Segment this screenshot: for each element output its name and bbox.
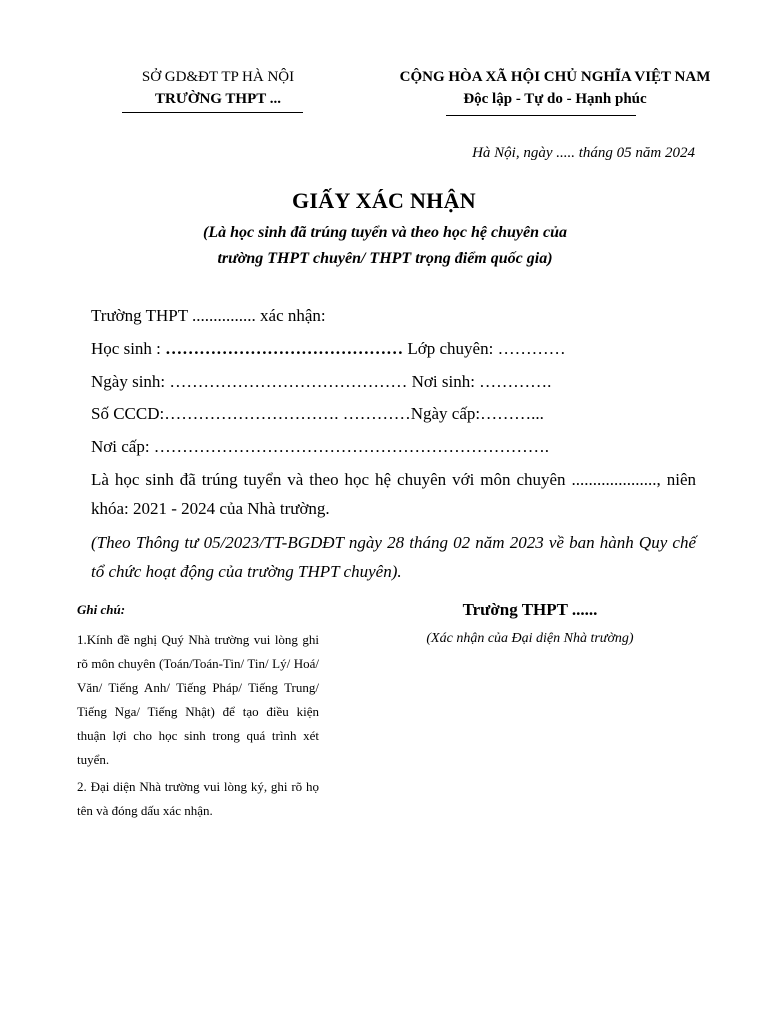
motto: Độc lập - Tự do - Hạnh phúc	[463, 91, 647, 107]
nation-name: CỘNG HÒA XÃ HỘI CHỦ NGHĨA VIỆT NAM	[399, 69, 711, 85]
note-1: 1.Kính đề nghị Quý Nhà trường vui lòng ghi rõ môn chuyên (Toán/Toán-Tin/ Tin/ Lý/ Hoá/ Văn/ Tiếng Anh/ Tiếng Pháp/ Tiếng Trung/ Tiếng Nga/ Tiếng Nhật) để tạo điều kiện thuận lợi cho học sinh trong quá trình xét tuyển.	[77, 632, 319, 767]
legal-basis-paragraph: (Theo Thông tư 05/2023/TT-BGDĐT ngày 28 tháng 02 năm 2023 về ban hành Quy chế tổ chức hoạt động của trường THPT chuyên).	[91, 533, 696, 581]
document-subtitle	[140, 220, 630, 272]
header-right	[370, 66, 740, 110]
subtitle-line-2: trường THPT chuyên/ THPT trọng điểm quốc gia)	[217, 250, 553, 267]
header-left	[108, 66, 328, 110]
confirmation-paragraph: Là học sinh đã trúng tuyển và theo học hệ chuyên với môn chuyên ...................., niên khóa: 2021 - 2024 của Nhà trường.	[91, 470, 696, 518]
header-left-underline	[122, 112, 303, 113]
student-label: Học sinh :	[91, 339, 166, 358]
department-name: SỞ GD&ĐT TP HÀ NỘI	[141, 69, 295, 85]
school-confirm-line: Trường THPT ............... xác nhận:	[91, 306, 326, 325]
signature-subtitle: (Xác nhận của Đại diện Nhà trường)	[426, 631, 634, 646]
issued-place-line: Nơi cấp: …………………………………………………………….	[91, 437, 550, 456]
document-title: GIẤY XÁC NHẬN	[292, 188, 476, 213]
student-name-dots: ……………………………………	[165, 339, 404, 358]
subtitle-line-1: (Là học sinh đã trúng tuyển và theo học hệ chuyên của	[202, 224, 568, 241]
signature-title: Trường THPT ......	[462, 600, 598, 619]
school-name: TRƯỜNG THPT ...	[155, 91, 281, 107]
date-line: Hà Nội, ngày ..... tháng 05 năm 2024	[472, 145, 695, 161]
note-2: 2. Đại diện Nhà trường vui lòng ký, ghi rõ họ tên và đóng dấu xác nhận.	[77, 779, 319, 818]
student-line	[91, 336, 696, 362]
class-label: Lớp chuyên: …………	[403, 339, 566, 358]
birth-line: Ngày sinh: …………………………………… Nơi sinh: ………….	[91, 372, 552, 391]
notes-title: Ghi chú:	[77, 602, 126, 617]
header-right-underline	[446, 115, 636, 116]
id-line: Số CCCD:…………………………. …………Ngày cấp:………...	[91, 404, 544, 423]
